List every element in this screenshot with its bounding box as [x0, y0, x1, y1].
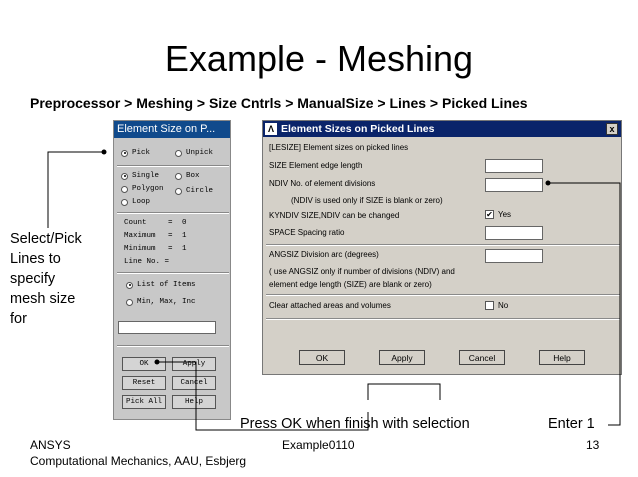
ok-button[interactable]: OK	[122, 357, 166, 371]
checkmark-icon: ✔	[486, 210, 493, 219]
picker-title: Element Size on P...	[114, 121, 230, 138]
ndiv-note: (NDIV is used only if SIZE is blank or zero)	[291, 196, 443, 205]
apply-button[interactable]: Apply	[172, 357, 216, 371]
cancel-button[interactable]: Cancel	[172, 376, 216, 390]
single-radio[interactable]: Single	[121, 172, 159, 180]
slide-title: Example - Meshing	[164, 38, 474, 79]
reset-button[interactable]: Reset	[122, 376, 166, 390]
dialog-title: Element Sizes on Picked Lines	[281, 123, 435, 135]
footer-left-2: Computational Mechanics, AAU, Esbjerg	[30, 454, 247, 468]
kyndiv-checkbox[interactable]: ✔ Yes	[486, 210, 512, 219]
dialog-cancel-button[interactable]: Cancel	[459, 350, 505, 365]
press-ok-bracket	[368, 384, 440, 400]
circle-radio[interactable]: Circle	[175, 187, 213, 195]
dialog-apply-button[interactable]: Apply	[379, 350, 425, 365]
minmaxinc-radio[interactable]: Min, Max, Inc	[126, 298, 196, 306]
size-label: SIZE Element edge length	[269, 161, 363, 170]
clear-label: Clear attached areas and volumes	[269, 301, 391, 310]
footer-left-1: ANSYS	[30, 438, 71, 452]
ndiv-label: NDIV No. of element divisions	[269, 179, 376, 188]
loop-radio[interactable]: Loop	[121, 198, 150, 206]
list-items-radio[interactable]: List of Items	[126, 281, 196, 289]
lineno-row: Line No. =	[124, 258, 170, 266]
pick-radio[interactable]: Pick	[121, 149, 150, 157]
polygon-radio[interactable]: Polygon	[121, 185, 164, 193]
minimum-row: Minimum = 1	[124, 245, 187, 253]
page-number: 13	[586, 438, 600, 452]
leader-dot	[102, 150, 107, 155]
dialog-ok-button[interactable]: OK	[299, 350, 345, 365]
angsiz-note-1: ( use ANGSIZ only if number of divisions (NDIV) and	[269, 267, 455, 276]
ansys-logo-icon: Λ	[265, 123, 277, 135]
angsiz-note-2: element edge length (SIZE) are blank or zero)	[269, 280, 432, 289]
box-radio[interactable]: Box	[175, 172, 200, 180]
enter-1-annotation: Enter 1	[548, 416, 595, 432]
count-row: Count = 0	[124, 219, 187, 227]
dialog-help-button[interactable]: Help	[539, 350, 585, 365]
angsiz-label: ANGSIZ Division arc (degrees)	[269, 250, 379, 259]
footer-center: Example0110	[282, 438, 355, 452]
leader-dot	[546, 181, 551, 186]
lesize-label: [LESIZE] Element sizes on picked lines	[269, 143, 409, 152]
select-pick-leader	[48, 152, 104, 228]
help-button[interactable]: Help	[172, 395, 216, 409]
leader-dot	[155, 360, 160, 365]
kyndiv-label: KYNDIV SIZE,NDIV can be changed	[269, 211, 400, 220]
enter-1-leader	[548, 183, 620, 425]
pick-all-button[interactable]: Pick All	[122, 395, 166, 409]
press-ok-annotation: Press OK when finish with selection	[240, 416, 470, 432]
clear-checkbox[interactable]: No	[485, 301, 508, 310]
select-pick-annotation: Select/Pick Lines to specify mesh size for	[10, 231, 82, 327]
breadcrumb: Preprocessor > Meshing > Size Cntrls > ManualSize > Lines > Picked Lines	[30, 95, 528, 111]
close-icon[interactable]: x	[606, 123, 618, 135]
space-label: SPACE Spacing ratio	[269, 228, 345, 237]
unpick-radio[interactable]: Unpick	[175, 149, 213, 157]
maximum-row: Maximum = 1	[124, 232, 187, 240]
